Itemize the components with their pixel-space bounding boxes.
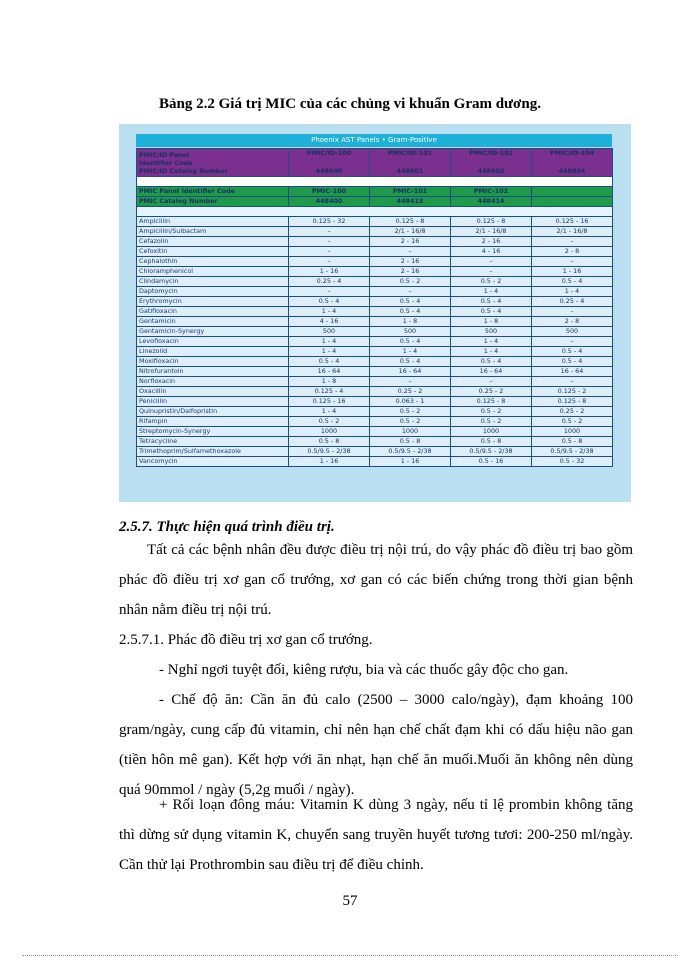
mic-value: 0.5/9.5 - 2/38 xyxy=(451,447,532,457)
pmic-code-label: PMIC Panel Identifier Code xyxy=(137,187,289,197)
mic-value: – xyxy=(289,237,370,247)
drug-name: Norfloxacin xyxy=(137,377,289,387)
drug-name: Linezolid xyxy=(137,347,289,357)
mic-value: 2 - 16 xyxy=(370,267,451,277)
table-row xyxy=(137,447,613,457)
drug-name: Penicillin xyxy=(137,397,289,407)
mic-value: 1 - 4 xyxy=(289,407,370,417)
mic-value: 1 - 4 xyxy=(289,347,370,357)
mic-value: 0.5 - 4 xyxy=(370,357,451,367)
subsection-heading: 2.5.7.1. Phác đồ điều trị xơ gan cổ trướng. xyxy=(119,632,373,648)
mic-value: 2/1 - 16/8 xyxy=(451,227,532,237)
mic-value: 0.5 - 8 xyxy=(451,437,532,447)
coagulation-paragraph: + Rối loạn đông máu: Vitamin K dùng 3 ngày, nếu tỉ lệ prombin không tăng thì dừng sử dụng vitamin K, chuyển sang truyền huyết tương tươi: 200-250 ml/ngày. Cần thử lại Prothrombin sau điều trị để điều chỉnh. xyxy=(119,797,633,873)
drug-name: Cefazolin xyxy=(137,237,289,247)
mic-value: – xyxy=(532,257,613,267)
mic-value: – xyxy=(370,377,451,387)
drug-name: Quinupristin/Dalfopristin xyxy=(137,407,289,417)
mic-value: – xyxy=(289,287,370,297)
mic-value: 1 - 4 xyxy=(532,287,613,297)
table-row xyxy=(137,327,613,337)
pmic-code-3: PMIC-102 xyxy=(451,187,532,197)
mic-value: 2/1 - 16/8 xyxy=(370,227,451,237)
mic-value: 0.5 - 32 xyxy=(532,457,613,467)
pmic-catalog-2: 448413 xyxy=(370,197,451,207)
mic-table xyxy=(136,148,613,467)
mic-value: 1000 xyxy=(532,427,613,437)
pmic-catalog-row xyxy=(137,197,613,207)
mic-value: 0.5 - 4 xyxy=(289,297,370,307)
mic-value: 1 - 4 xyxy=(451,287,532,297)
table-row xyxy=(137,277,613,287)
mic-value: 1 - 16 xyxy=(289,267,370,277)
drug-name: Moxifloxacin xyxy=(137,357,289,367)
mic-value: 0.125 - 16 xyxy=(532,217,613,227)
drug-name: Clindamycin xyxy=(137,277,289,287)
mic-value: 0.5 - 2 xyxy=(370,417,451,427)
table-row xyxy=(137,247,613,257)
id-panel-col-3: PMIC/ID-102 448602 xyxy=(451,149,532,177)
mic-value: 0.5 - 8 xyxy=(370,437,451,447)
drug-name: Trimethoprim/Sulfamethoxazole xyxy=(137,447,289,457)
mic-value: 0.5 - 4 xyxy=(451,307,532,317)
intro-paragraph: Tất cả các bệnh nhân đều được điều trị nội trú, do vậy phác đồ điều trị bao gồm phác đồ điều trị xơ gan cổ trướng, xơ gan có các biến chứng trong thời gian bệnh nhân nằm điều trị nội trú. xyxy=(119,542,633,618)
mic-value: 1 - 8 xyxy=(370,317,451,327)
pmic-code-4 xyxy=(532,187,613,197)
mic-value: 0.125 - 8 xyxy=(451,217,532,227)
drug-name: Streptomycin-Synergy xyxy=(137,427,289,437)
mic-value: 4 - 16 xyxy=(289,317,370,327)
mic-value: 0.5 - 4 xyxy=(532,277,613,287)
table-row xyxy=(137,307,613,317)
mic-value: 0.5/9.5 - 2/38 xyxy=(289,447,370,457)
mic-value: 2 - 16 xyxy=(370,257,451,267)
mic-value: 500 xyxy=(370,327,451,337)
table-row xyxy=(137,417,613,427)
drug-name: Erythromycin xyxy=(137,297,289,307)
table-row xyxy=(137,267,613,277)
drug-name: Nitrofurantoin xyxy=(137,367,289,377)
drug-name: Ampicillin xyxy=(137,217,289,227)
table-row xyxy=(137,387,613,397)
table-row xyxy=(137,377,613,387)
table-row xyxy=(137,257,613,267)
mic-value: – xyxy=(370,287,451,297)
table-row xyxy=(137,457,613,467)
mic-value: 1 - 4 xyxy=(451,337,532,347)
mic-value: 0.5 - 2 xyxy=(370,407,451,417)
section-heading: 2.5.7. Thực hiện quá trình điều trị. xyxy=(119,519,335,535)
footer-divider xyxy=(22,955,678,956)
mic-value: 0.5 - 2 xyxy=(532,417,613,427)
mic-value: 16 - 64 xyxy=(451,367,532,377)
table-row xyxy=(137,297,613,307)
mic-value: 2 - 8 xyxy=(532,247,613,257)
mic-value: – xyxy=(451,377,532,387)
mic-value: 0.5 - 4 xyxy=(451,297,532,307)
mic-value: 16 - 64 xyxy=(532,367,613,377)
mic-value: 500 xyxy=(532,327,613,337)
mic-value: 0.25 - 2 xyxy=(532,407,613,417)
mic-value: 0.5 - 16 xyxy=(451,457,532,467)
mic-value: 0.5/9.5 - 2/38 xyxy=(370,447,451,457)
pmic-catalog-label: PMIC Catalog Number xyxy=(137,197,289,207)
table-row xyxy=(137,337,613,347)
mic-value: 0.125 - 8 xyxy=(451,397,532,407)
drug-name: Oxacillin xyxy=(137,387,289,397)
drug-name: Cefoxitin xyxy=(137,247,289,257)
diet-paragraph: - Chế độ ăn: Cần ăn đủ calo (2500 – 3000 calo/ngày), đạm khoảng 100 gram/ngày, cung cấp đủ vitamin, chỉ nên hạn chế chất đạm khi có dấu hiệu não gan (tiền hôn mê gan). Kết hợp với ăn nhạt, hạn chế ăn muối.Muối ăn không nên dùng quá 90mmol / ngày (5,2g muối / ngày). xyxy=(119,692,633,798)
mic-value: 1 - 8 xyxy=(289,377,370,387)
mic-value: 0.25 - 2 xyxy=(370,387,451,397)
table-row xyxy=(137,237,613,247)
id-panel-row xyxy=(137,149,613,177)
mic-value: 0.5 - 2 xyxy=(451,417,532,427)
pmic-code-2: PMIC-101 xyxy=(370,187,451,197)
pmic-catalog-1: 448400 xyxy=(289,197,370,207)
table-row xyxy=(137,287,613,297)
mic-value: 1 - 4 xyxy=(289,307,370,317)
mic-value: 16 - 64 xyxy=(289,367,370,377)
mic-value: 0.5 - 4 xyxy=(370,337,451,347)
mic-value: 0.5 - 4 xyxy=(451,357,532,367)
mic-value: – xyxy=(532,377,613,387)
mic-value: 0.125 - 8 xyxy=(370,217,451,227)
mic-value: 0.25 - 2 xyxy=(451,387,532,397)
mic-value: 0.5 - 4 xyxy=(532,347,613,357)
mic-value: 0.125 - 2 xyxy=(532,387,613,397)
mic-value: 1000 xyxy=(289,427,370,437)
mic-value: 2/1 - 16/8 xyxy=(532,227,613,237)
mic-value: 1 - 4 xyxy=(289,337,370,347)
pmic-catalog-3: 448414 xyxy=(451,197,532,207)
mic-value: – xyxy=(451,267,532,277)
mic-value: 0.5 - 4 xyxy=(370,307,451,317)
mic-value: 16 - 64 xyxy=(370,367,451,377)
drug-name: Rifampin xyxy=(137,417,289,427)
rest-instruction: - Nghỉ ngơi tuyệt đối, kiêng rượu, bia và các thuốc gây độc cho gan. xyxy=(159,662,569,678)
drug-name: Cephalothin xyxy=(137,257,289,267)
mic-value: 0.125 - 32 xyxy=(289,217,370,227)
mic-value: 0.5 - 4 xyxy=(289,357,370,367)
table-row xyxy=(137,217,613,227)
drug-name: Daptomycin xyxy=(137,287,289,297)
mic-value: 0.5 - 8 xyxy=(289,437,370,447)
mic-value: 2 - 16 xyxy=(370,237,451,247)
mic-value: 1 - 4 xyxy=(370,347,451,357)
mic-value: – xyxy=(289,247,370,257)
drug-name: Vancomycin xyxy=(137,457,289,467)
table-row xyxy=(137,317,613,327)
table-row xyxy=(137,427,613,437)
id-panel-col-2: PMIC/ID-101 448601 xyxy=(370,149,451,177)
mic-value: 0.063 - 1 xyxy=(370,397,451,407)
mic-value: 1 - 16 xyxy=(289,457,370,467)
mic-value: 1000 xyxy=(370,427,451,437)
id-panel-col-4: PMIC/ID-104 448604 xyxy=(532,149,613,177)
mic-value: 0.25 - 4 xyxy=(532,297,613,307)
mic-value: – xyxy=(370,247,451,257)
id-panel-label: PMIC/ID Panel Identifier Code PMIC/ID Catalog Number xyxy=(137,149,289,177)
drug-name: Levofloxacin xyxy=(137,337,289,347)
mic-value: – xyxy=(532,307,613,317)
table-row xyxy=(137,347,613,357)
mic-value: 1 - 16 xyxy=(532,267,613,277)
mic-value: 0.5 - 2 xyxy=(289,417,370,427)
drug-name: Tetracycline xyxy=(137,437,289,447)
mic-value: 1 - 4 xyxy=(451,347,532,357)
mic-value: 0.125 - 8 xyxy=(532,397,613,407)
table-row xyxy=(137,437,613,447)
table-row xyxy=(137,227,613,237)
mic-value: 0.5 - 4 xyxy=(370,297,451,307)
mic-value: 2 - 8 xyxy=(532,317,613,327)
drug-name: Gentamicin xyxy=(137,317,289,327)
mic-value: 0.5 - 2 xyxy=(451,407,532,417)
table-row xyxy=(137,397,613,407)
mic-value: 0.125 - 16 xyxy=(289,397,370,407)
mic-value: – xyxy=(289,227,370,237)
mic-table-image xyxy=(119,124,631,502)
mic-value: – xyxy=(451,257,532,267)
mic-value: 500 xyxy=(451,327,532,337)
mic-value: 1 - 16 xyxy=(370,457,451,467)
table-row xyxy=(137,407,613,417)
drug-name: Ampicillin/Sulbactam xyxy=(137,227,289,237)
panel-title: Phoenix AST Panels • Gram-Positive xyxy=(136,134,612,147)
mic-value: 0.5/9.5 - 2/38 xyxy=(532,447,613,457)
mic-value: 4 - 16 xyxy=(451,247,532,257)
mic-value: 1 - 8 xyxy=(451,317,532,327)
mic-value: 500 xyxy=(289,327,370,337)
mic-value: 0.5 - 2 xyxy=(451,277,532,287)
mic-value: 0.5 - 8 xyxy=(532,437,613,447)
id-panel-col-1: PMIC/ID-100 448600 xyxy=(289,149,370,177)
mic-value: – xyxy=(532,337,613,347)
page-number: 57 xyxy=(342,893,358,909)
mic-value: 0.25 - 4 xyxy=(289,277,370,287)
table-row xyxy=(137,357,613,367)
mic-value: 0.5 - 4 xyxy=(532,357,613,367)
mic-value: 0.5 - 2 xyxy=(370,277,451,287)
mic-value: 0.125 - 4 xyxy=(289,387,370,397)
pmic-catalog-4 xyxy=(532,197,613,207)
drug-name: Gentamicin-Synergy xyxy=(137,327,289,337)
drug-name: Chloramphenicol xyxy=(137,267,289,277)
table-row xyxy=(137,367,613,377)
mic-value: 2 - 16 xyxy=(451,237,532,247)
mic-value: 1000 xyxy=(451,427,532,437)
mic-value: – xyxy=(532,237,613,247)
pmic-code-row xyxy=(137,187,613,197)
table-caption: Bảng 2.2 Giá trị MIC của các chủng vi khuẩn Gram dương. xyxy=(159,96,541,112)
pmic-code-1: PMIC-100 xyxy=(289,187,370,197)
drug-name: Gatifloxacin xyxy=(137,307,289,317)
mic-value: – xyxy=(289,257,370,267)
